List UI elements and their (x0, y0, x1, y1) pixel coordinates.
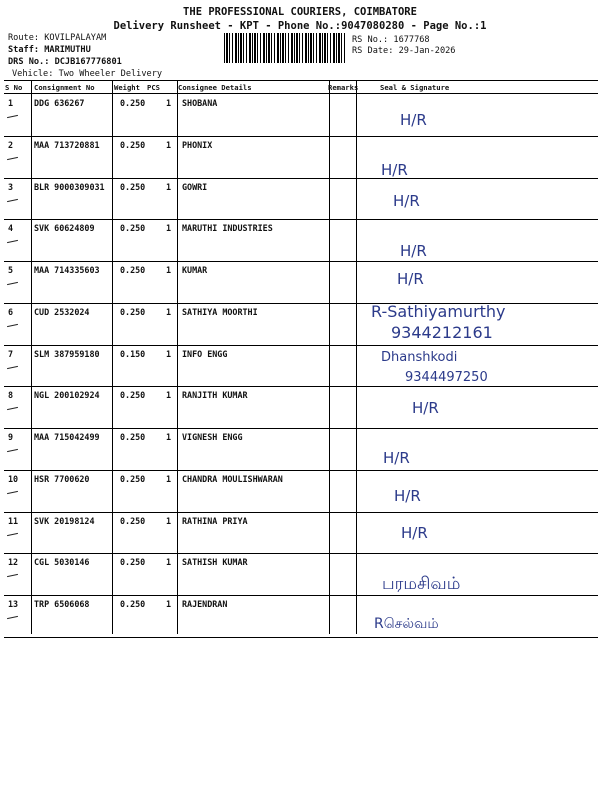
signature: H/R (401, 524, 428, 542)
signature: H/R (394, 487, 421, 505)
table-header-border (4, 93, 598, 94)
tick-mark (7, 366, 18, 369)
vehicle-label: Vehicle: Two Wheeler Delivery (12, 69, 163, 79)
row-divider (4, 595, 598, 596)
row-pcs: 1 (166, 599, 172, 609)
row-weight: 0.250 (120, 182, 146, 192)
row-consignment-no: SVK 20198124 (34, 516, 95, 526)
row-consignment-no: HSR 7700620 (34, 474, 90, 484)
tick-mark (7, 282, 18, 285)
row-consignee: GOWRI (182, 182, 208, 192)
row-pcs: 1 (166, 140, 172, 150)
signature: H/R (400, 111, 427, 129)
column-divider (356, 80, 357, 634)
col-header-seal: Seal & Signature (380, 83, 450, 92)
tick-mark (7, 240, 18, 243)
row-pcs: 1 (166, 474, 172, 484)
row-consignee: KUMAR (182, 265, 208, 275)
tick-mark (7, 157, 18, 160)
row-divider (4, 386, 598, 387)
row-sno: 11 (8, 516, 19, 526)
signature: Rசெல்வம் (374, 616, 439, 632)
row-consignment-no: SLM 387959180 (34, 349, 100, 359)
signature: H/R (393, 192, 420, 210)
column-divider (31, 80, 32, 634)
row-pcs: 1 (166, 98, 172, 108)
rs-date: RS Date: 29-Jan-2026 (352, 46, 456, 56)
staff-label: Staff: MARIMUTHU (8, 45, 91, 55)
row-divider (4, 178, 598, 179)
row-weight: 0.250 (120, 390, 146, 400)
row-weight: 0.250 (120, 474, 146, 484)
col-header-sno: S No (5, 83, 23, 92)
signature: 9344497250 (405, 370, 488, 385)
signature: R-Sathiyamurthy (371, 302, 506, 321)
row-sno: 12 (8, 557, 19, 567)
row-sno: 2 (8, 140, 14, 150)
row-weight: 0.250 (120, 557, 146, 567)
row-pcs: 1 (166, 516, 172, 526)
row-divider (4, 470, 598, 471)
tick-mark (7, 491, 18, 494)
row-sno: 8 (8, 390, 14, 400)
tick-mark (7, 449, 18, 452)
row-sno: 7 (8, 349, 14, 359)
row-divider (4, 345, 598, 346)
row-divider (4, 219, 598, 220)
row-weight: 0.250 (120, 516, 146, 526)
col-header-consignment: Consignment No (34, 83, 95, 92)
row-consignee: INFO ENGG (182, 349, 228, 359)
row-consignee: SHOBANA (182, 98, 218, 108)
row-divider (4, 303, 598, 304)
signature: H/R (381, 161, 408, 179)
row-divider (4, 553, 598, 554)
row-consignment-no: MAA 715042499 (34, 432, 100, 442)
tick-mark (7, 324, 18, 327)
row-divider (4, 637, 598, 638)
row-pcs: 1 (166, 307, 172, 317)
row-consignment-no: TRP 6506068 (34, 599, 90, 609)
row-consignment-no: CGL 5030146 (34, 557, 90, 567)
row-pcs: 1 (166, 432, 172, 442)
row-consignee: PHONIX (182, 140, 213, 150)
row-consignment-no: BLR 9000309031 (34, 182, 105, 192)
row-sno: 13 (8, 599, 19, 609)
tick-mark (7, 199, 18, 202)
runsheet-title: THE PROFESSIONAL COURIERS, COIMBATORE (183, 6, 417, 18)
row-consignee: MARUTHI INDUSTRIES (182, 223, 273, 233)
row-weight: 0.250 (120, 265, 146, 275)
row-pcs: 1 (166, 265, 172, 275)
row-sno: 5 (8, 265, 14, 275)
runsheet-subtitle: Delivery Runsheet - KPT - Phone No.:9047080280 - Page No.:1 (113, 20, 487, 32)
signature: Dhanshkodi (381, 350, 458, 365)
row-weight: 0.250 (120, 432, 146, 442)
row-pcs: 1 (166, 390, 172, 400)
col-header-consignee: Consignee Details (178, 83, 252, 92)
row-weight: 0.250 (120, 307, 146, 317)
row-divider (4, 512, 598, 513)
column-divider (177, 80, 178, 634)
row-consignment-no: CUD 2532024 (34, 307, 90, 317)
row-consignment-no: MAA 714335603 (34, 265, 100, 275)
row-weight: 0.250 (120, 140, 146, 150)
tick-mark (7, 407, 18, 410)
row-consignment-no: MAA 713720881 (34, 140, 100, 150)
tick-mark (7, 115, 18, 118)
row-sno: 3 (8, 182, 14, 192)
row-sno: 4 (8, 223, 14, 233)
signature: பரமசிவம் (382, 574, 461, 594)
col-header-pcs: PCS (147, 83, 160, 92)
row-consignee: CHANDRA MOULISHWARAN (182, 474, 283, 484)
table-top-border (4, 80, 598, 81)
column-divider (329, 80, 330, 634)
row-divider (4, 261, 598, 262)
row-weight: 0.250 (120, 223, 146, 233)
row-pcs: 1 (166, 349, 172, 359)
row-consignee: RAJENDRAN (182, 599, 228, 609)
row-consignee: SATHIYA MOORTHI (182, 307, 258, 317)
signature: 9344212161 (391, 323, 493, 342)
row-weight: 0.250 (120, 599, 146, 609)
row-pcs: 1 (166, 223, 172, 233)
row-weight: 0.150 (120, 349, 146, 359)
column-divider (112, 80, 113, 634)
row-consignment-no: SVK 60624809 (34, 223, 95, 233)
row-sno: 1 (8, 98, 14, 108)
row-divider (4, 136, 598, 137)
row-pcs: 1 (166, 182, 172, 192)
row-divider (4, 428, 598, 429)
signature: H/R (412, 399, 439, 417)
rs-number: RS No.: 1677768 (352, 35, 430, 45)
route-label: Route: KOVILPALAYAM (8, 33, 107, 43)
row-consignee: SATHISH KUMAR (182, 557, 248, 567)
tick-mark (7, 574, 18, 577)
col-header-remarks: Remarks (328, 83, 359, 92)
tick-mark (7, 616, 18, 619)
row-consignee: RANJITH KUMAR (182, 390, 248, 400)
row-sno: 10 (8, 474, 19, 484)
col-header-weight: Weight (114, 83, 140, 92)
drs-number: DRS No.: DCJB167776801 (8, 57, 122, 67)
row-sno: 6 (8, 307, 14, 317)
tick-mark (7, 533, 18, 536)
row-weight: 0.250 (120, 98, 146, 108)
row-consignment-no: NGL 200102924 (34, 390, 100, 400)
signature: H/R (397, 270, 424, 288)
signature: H/R (383, 449, 410, 467)
row-pcs: 1 (166, 557, 172, 567)
row-consignment-no: DDG 636267 (34, 98, 85, 108)
row-sno: 9 (8, 432, 14, 442)
row-consignee: RATHINA PRIYA (182, 516, 248, 526)
row-consignee: VIGNESH ENGG (182, 432, 243, 442)
signature: H/R (400, 242, 427, 260)
barcode (224, 33, 346, 63)
